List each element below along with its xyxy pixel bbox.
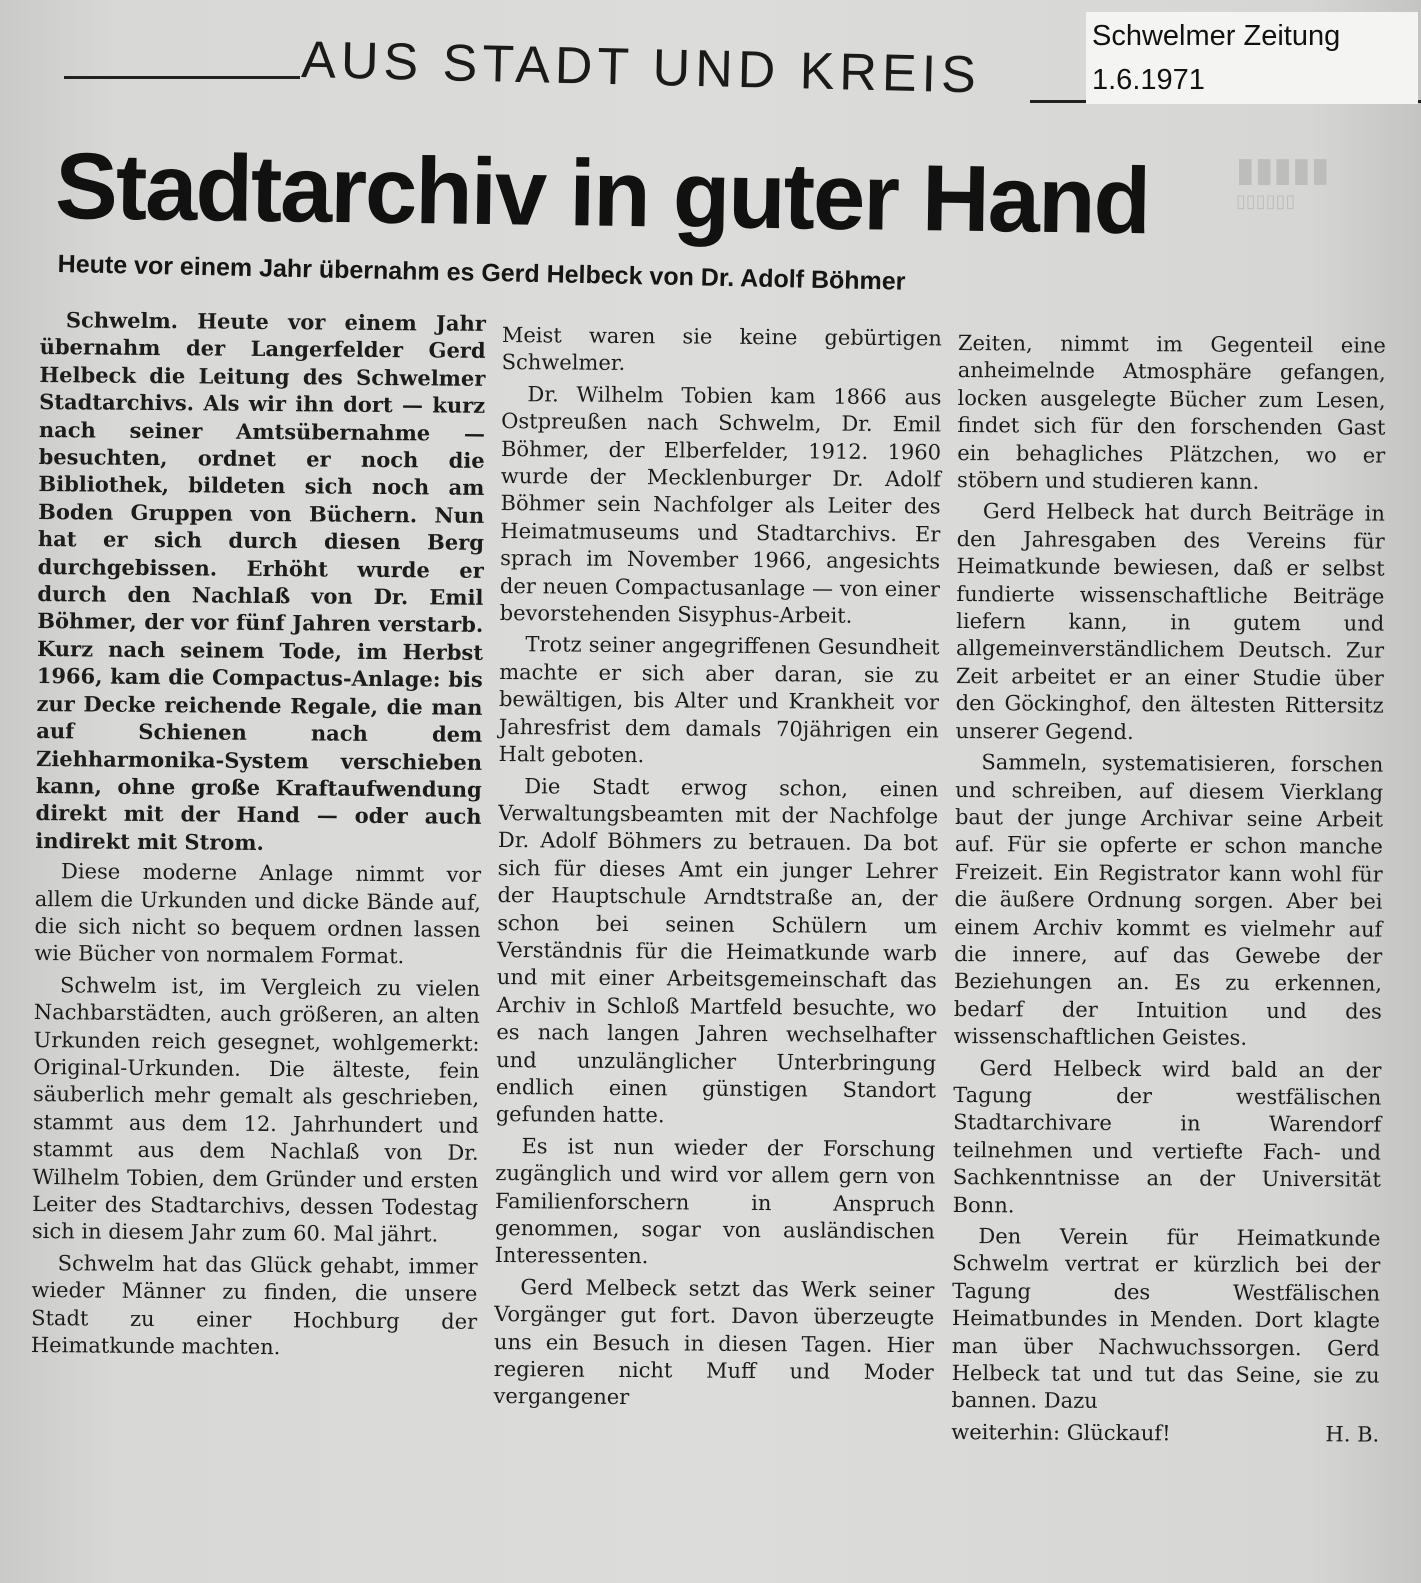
article-paragraph: Gerd Helbeck hat durch Beiträge in den Jahresgaben des Vereins für Heimatkunde bewiesen, daß er selbst fundierte wissenschaftliche Beiträge liefern kann, in gutem und allgemeinverständlichem Deutsch. Zur Zeit arbeitet er an einer Studie über den Göckinghof, den ältesten Rittersitz unserer Gegend. [955,499,1385,744]
article-paragraph: Gerd Helbeck wird bald an der Tagung der westfälischen Stadtarchivare in Warendorf teilnehmen und vertiefte Fach- und Sachkenntnisse an der Universität Bonn. [952,1055,1382,1217]
article-paragraph: Diese moderne Anlage nimmt vor allem die Urkunden und dicke Bände auf, die sich nicht so bequem ordnen lassen wie Bücher von normalem Format. [34,859,482,969]
article-paragraph: Schwelm ist, im Vergleich zu vielen Nachbarstädten, auch größeren, an alten Urkunden reich gesegnet, wohlgemerkt: Original-Urkunden. Die älteste, fein säuberlich mehr gemalt als geschrieben, stammt aus dem 12. Jahrhundert und stammt aus dem Nachlaß von Dr. Wilhelm Tobien, dem Gründer und ersten Leiter des Stadtarchivs, dessen Todestag sich in diesem Jahr zum 60. Mal jährt. [31,972,481,1247]
article-paragraph: Schwelm hat das Glück gehabt, immer wieder Männer zu finden, die unsere Stadt zu einer Hochburg der Heimatkunde machten. [30,1251,478,1360]
section-kicker: AUS STADT UND KREIS [300,30,982,105]
bleed-through-text: ▮▮▮▮▮ ▯▯▯▯▯▯ [1236,150,1330,212]
source-publication: Schwelmer Zeitung [1092,20,1341,52]
article-column-1 [31,306,486,1367]
article-paragraph: Meist waren sie keine gebürtigen Schwelmer. [501,322,942,376]
author-initials: H. B. [1325,1422,1380,1447]
closing-line: weiterhin: Glückauf! [951,1419,1171,1446]
article-paragraph: Es ist nun wieder der Forschung zugänglich und wird vor allem gern von Familienforschern in Anspruch genommen, sogar von ausländischen Interessenten. [494,1133,936,1269]
article-column-3 [951,330,1386,1449]
article-paragraph: Trotz seiner angegriffenen Gesundheit machte er sich aber daran, sie zu bewältigen, bis Alter und Krankheit vor Jahresfrist dem damals 70jährigen ein Halt geboten. [498,632,940,768]
source-date: 1.6.1971 [1092,64,1205,96]
signoff [951,1419,1379,1449]
headline: Stadtarchiv in guter Hand [54,132,1150,254]
article-column-2 [493,322,942,1418]
source-note [1086,12,1418,104]
article-paragraph: Die Stadt erwog schon, einen Verwaltungsbeamten mit der Nachfolge Dr. Adolf Böhmers zu betrauen. Da bot sich für dieses Amt ein junger Lehrer der Hauptschule Arndtstraße an, der schon bei seinen Schülern um Verständnis für die Heimatkunde warb und mit einer Arbeitsgemeinschaft das Archiv in Schloß Martfeld besuchte, wo es nach langen Jahren wechselhafter und unzulänglicher Unterbringung endlich einen günstigen Standort gefunden hatte. [495,773,939,1128]
article-paragraph: Dr. Wilhelm Tobien kam 1866 aus Ostpreußen nach Schwelm, Dr. Emil Böhmer, der Elberfelder, 1912. 1960 wurde der Mecklenburger Dr. Adolf Böhmer sein Nachfolger als Leiter des Heimatmuseums und Stadtarchivs. Er sprach im November 1966, angesichts der neuen Compactusanlage — von einer bevorstehenden Sisyphus-Arbeit. [499,382,942,628]
article-paragraph: Gerd Melbeck setzt das Werk seiner Vorgänger gut fort. Davon überzeugte uns ein Besuch in diesen Tagen. Hier regieren nicht Muff und Moder vergangener [493,1274,935,1410]
kicker-rule-left [64,76,300,79]
article-paragraph: Den Verein für Heimatkunde Schwelm vertrat er kürzlich bei der Tagung des Westfälischen Heimatbundes in Menden. Dort klagte man über Nachwuchssorgen. Gerd Helbeck tat und tut das Seine, sie zu bannen. Dazu [951,1224,1381,1414]
article-paragraph: Sammeln, systematisieren, forschen und schreiben, auf diesem Vierklang baut der junge Archivar seine Arbeit auf. Für sie opferte er schon manche Freizeit. Ein Registrator kann wohl für die äußere Ordnung sorgen. Aber bei einem Archiv kommt es vielmehr auf die innere, auf das Gewebe der Beziehungen an. Es zu erkennen, bedarf der Intuition und des wissenschaftlichen Geistes. [953,750,1384,1050]
subheadline: Heute vor einem Jahr übernahm es Gerd Helbeck von Dr. Adolf Böhmer [57,250,906,296]
article-paragraph: Schwelm. Heute vor einem Jahr übernahm der Langerfelder Gerd Helbeck die Leitung des Schwelmer Stadtarchivs. Als wir ihn dort — kurz nach seiner Amtsübernahme — besuchten, ordnet er noch die Bibliothek, bildeten sich noch am Boden Gruppen von Büchern. Nun hat er sich durch diesen Berg durchgebissen. Erhöht wurde er durch den Nachlaß von Dr. Emil Böhmer, der vor fünf Jahren verstarb. Kurz nach seinem Tode, im Herbst 1966, kam die Compactus-Anlage: bis zur Decke reichende Regale, die man auf Schienen nach dem Ziehharmonika-System verschieben kann, ohne große Kraftaufwendung direkt mit der Hand — oder auch indirekt mit Strom. [35,307,486,855]
article-paragraph: Zeiten, nimmt im Gegenteil eine anheimelnde Atmosphäre gefangen, locken ausgelegte Bücher zum Lesen, findet sich für den forschenden Gast ein behagliches Plätzchen, wo er stöbern und studieren kann. [957,330,1386,494]
